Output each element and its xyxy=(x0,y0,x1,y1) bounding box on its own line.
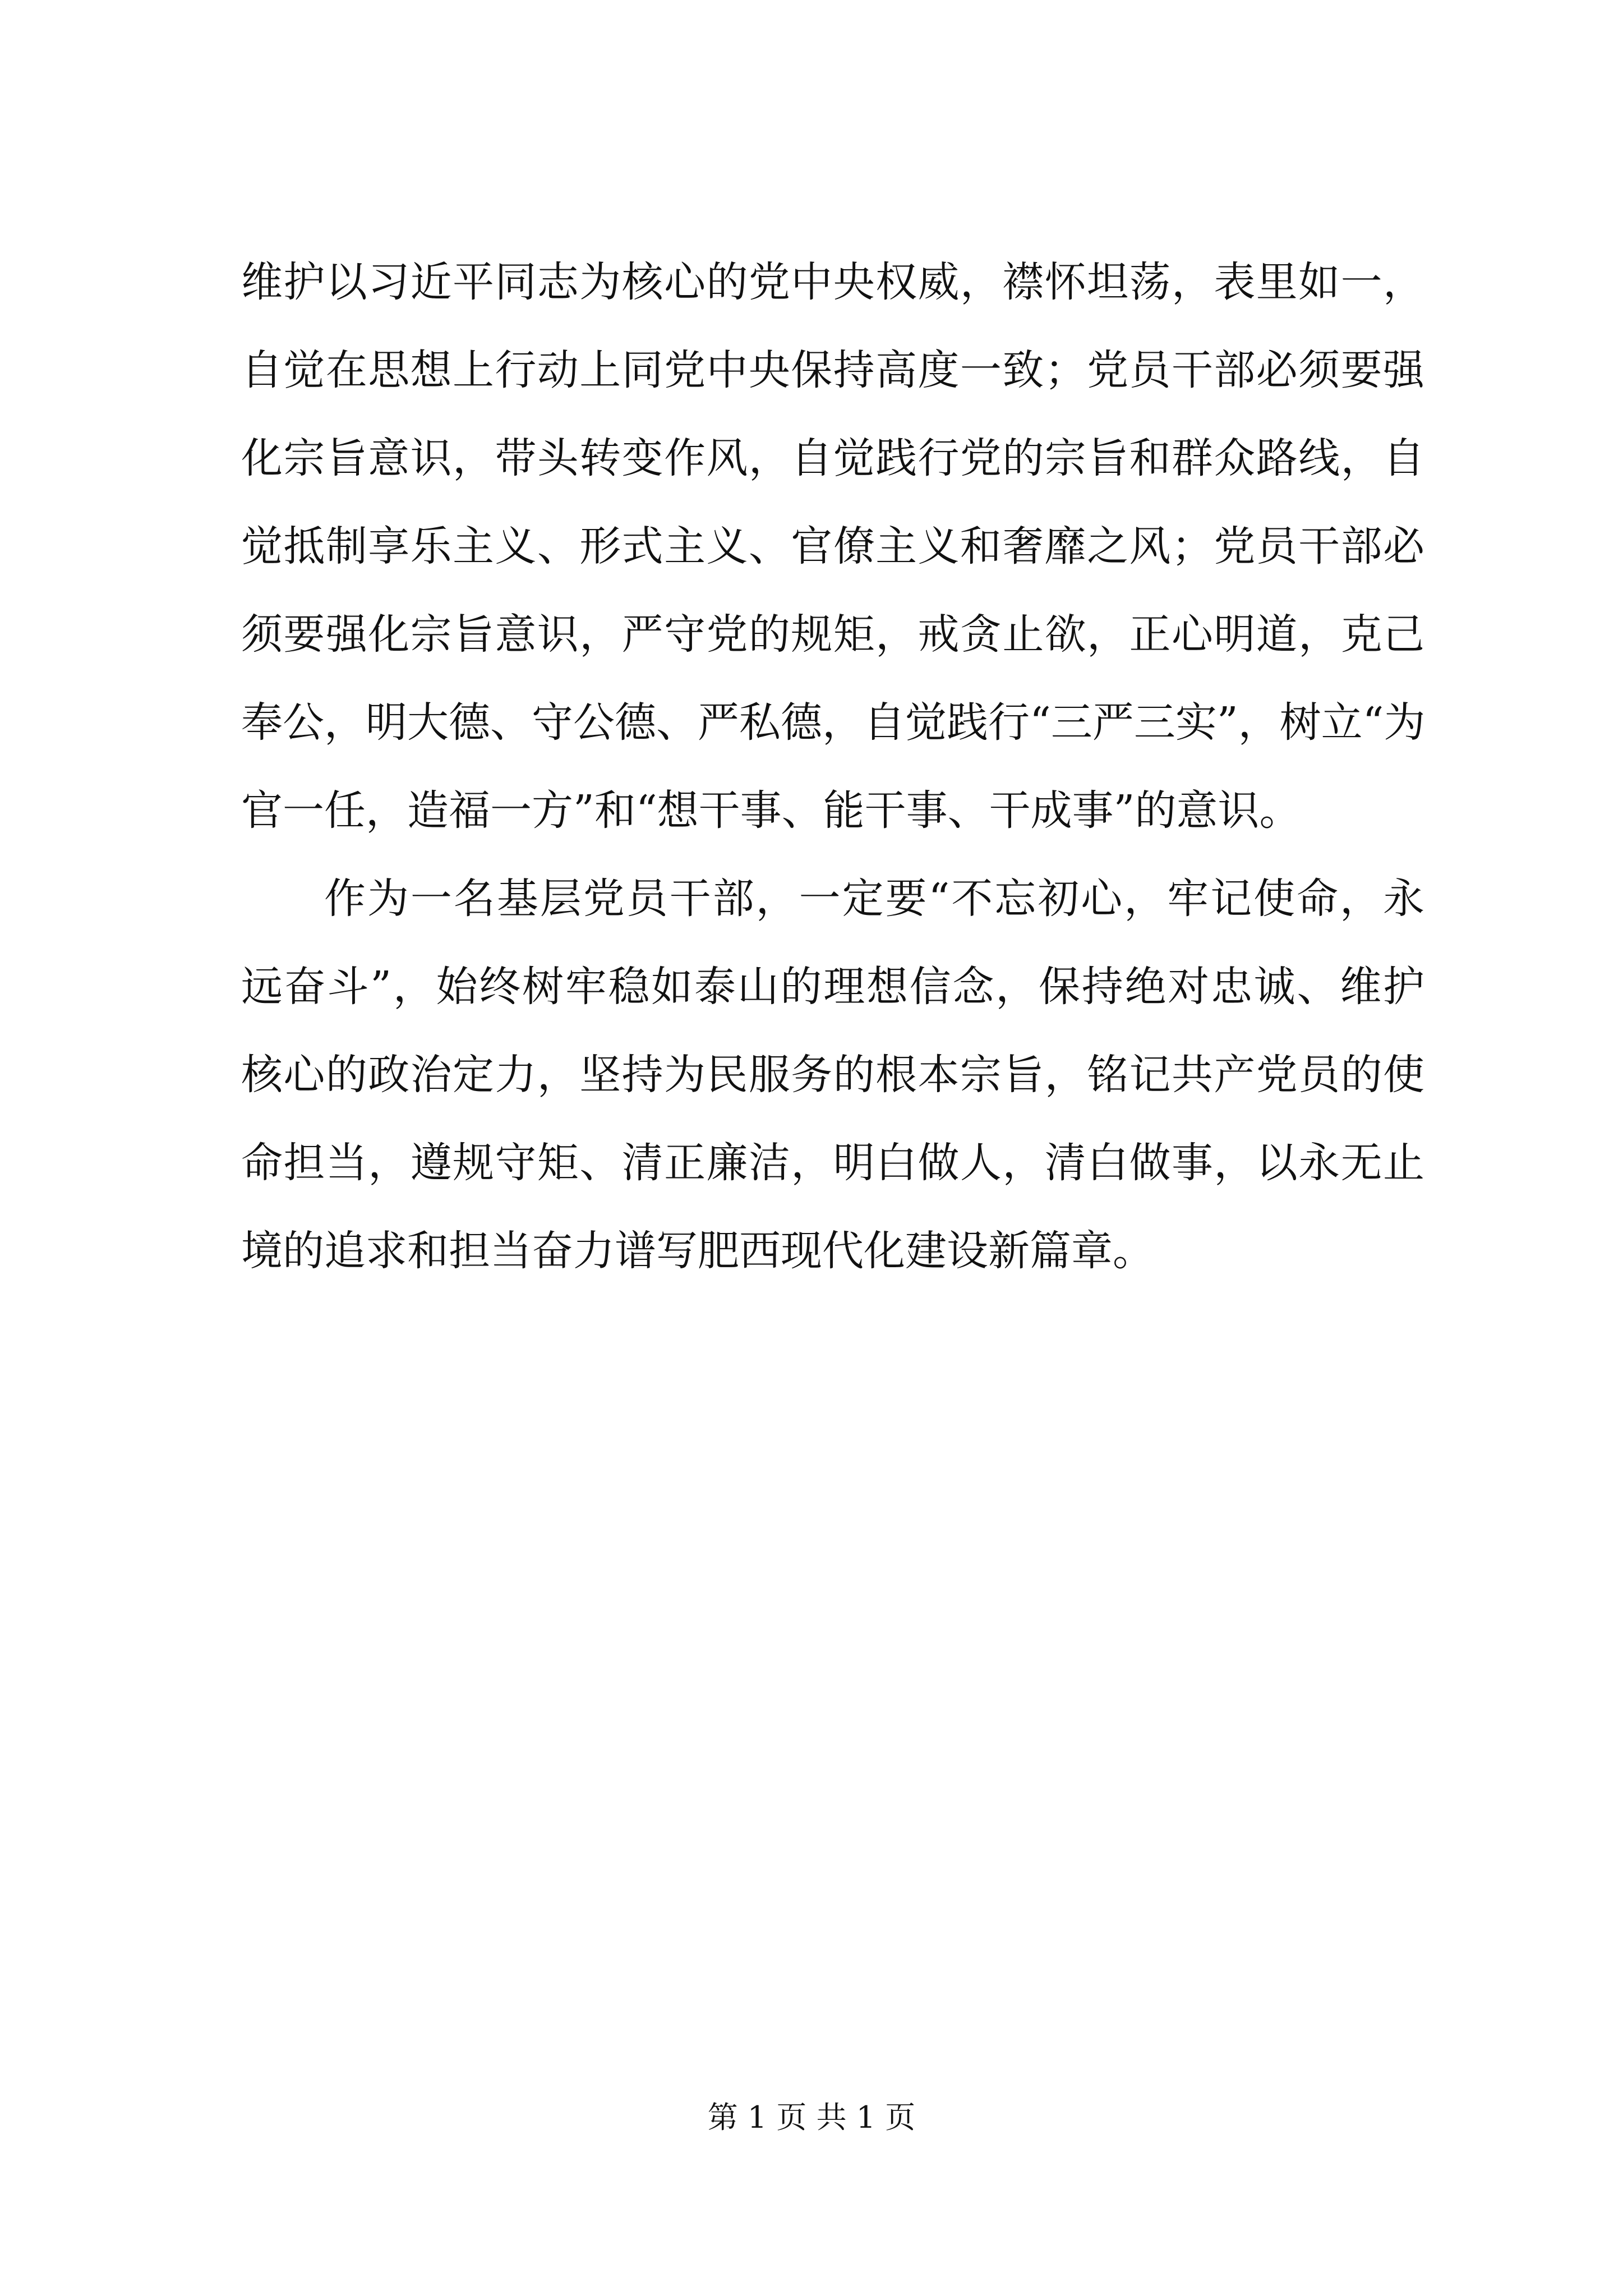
paragraph-line: 化宗旨意识，带头转变作风，自觉践行党的宗旨和群众路线，自 xyxy=(241,434,1424,482)
paragraph-line: 官一任，造福一方”和“想干事、能干事、干成事”的意识。 xyxy=(241,786,1301,835)
paragraph-line: 须要强化宗旨意识，严守党的规矩，戒贪止欲，正心明道，克己 xyxy=(241,610,1424,659)
paragraph-line: 命担当，遵规守矩、清正廉洁，明白做人，清白做事，以永无止 xyxy=(241,1139,1424,1187)
paragraph-line: 自觉在思想上行动上同党中央保持高度一致；党员干部必须要强 xyxy=(241,346,1424,394)
paragraph-1 xyxy=(241,238,1424,855)
paragraph-line: 奉公，明大德、守公德、严私德，自觉践行“三严三实”，树立“为 xyxy=(241,698,1426,747)
paragraph-line: 觉抵制享乐主义、形式主义、官僚主义和奢靡之风；党员干部必 xyxy=(241,522,1424,570)
document-body xyxy=(241,238,1424,1295)
paragraph-line: 境的追求和担当奋力谱写肥西现代化建设新篇章。 xyxy=(241,1227,1154,1275)
page-number-footer: 第 1 页 共 1 页 xyxy=(707,2100,916,2135)
paragraph-line: 远奋斗”，始终树牢稳如泰山的理想信念，保持绝对忠诚、维护 xyxy=(241,963,1424,1011)
paragraph-line: 维护以习近平同志为核心的党中央权威，襟怀坦荡，表里如一， xyxy=(241,258,1424,306)
paragraph-line: 作为一名基层党员干部，一定要“不忘初心，牢记使命，永 xyxy=(324,875,1424,923)
paragraph-2 xyxy=(241,855,1424,1295)
paragraph-line: 核心的政治定力，坚持为民服务的根本宗旨，铭记共产党员的使 xyxy=(241,1051,1424,1099)
